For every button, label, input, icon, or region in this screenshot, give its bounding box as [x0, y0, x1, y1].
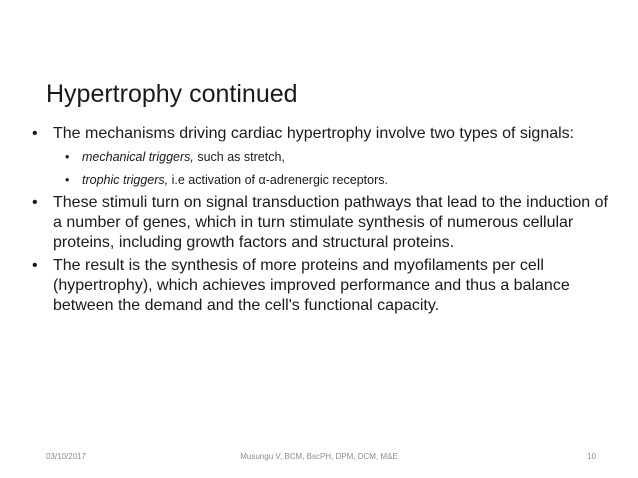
slide-title: Hypertrophy continued	[46, 80, 298, 108]
sub-bullet-1	[32, 147, 612, 167]
bullet-2: • These stimuli turn on signal transduction pathways that lead to the induction of a number of genes, which in turn stimulate synthesis of numerous cellular proteins, including growth factors and structural proteins.	[32, 193, 612, 253]
sub-bullet-1-italic: mechanical triggers,	[82, 150, 194, 164]
sub-bullet-2-italic: trophic triggers,	[82, 173, 169, 187]
sub-bullet-1-text: such as stretch,	[193, 150, 285, 164]
slide-body	[32, 124, 612, 319]
footer-page-number: 10	[587, 452, 596, 461]
sub-bullet-2	[32, 170, 612, 190]
bullet-1: • The mechanisms driving cardiac hypertrophy involve two types of signals:	[32, 124, 612, 144]
sub-bullet-2-text: i.e activation of α-adrenergic receptors.	[168, 173, 388, 187]
bullet-3: • The result is the synthesis of more proteins and myofilaments per cell (hypertrophy), which achieves improved performance and thus a balance between the demand and the cell's functional capacity.	[32, 256, 612, 316]
footer-author: Musungu V, BCM, BscPH, DPM, DCM, M&E	[240, 452, 398, 461]
footer-date: 03/10/2017	[46, 452, 87, 461]
